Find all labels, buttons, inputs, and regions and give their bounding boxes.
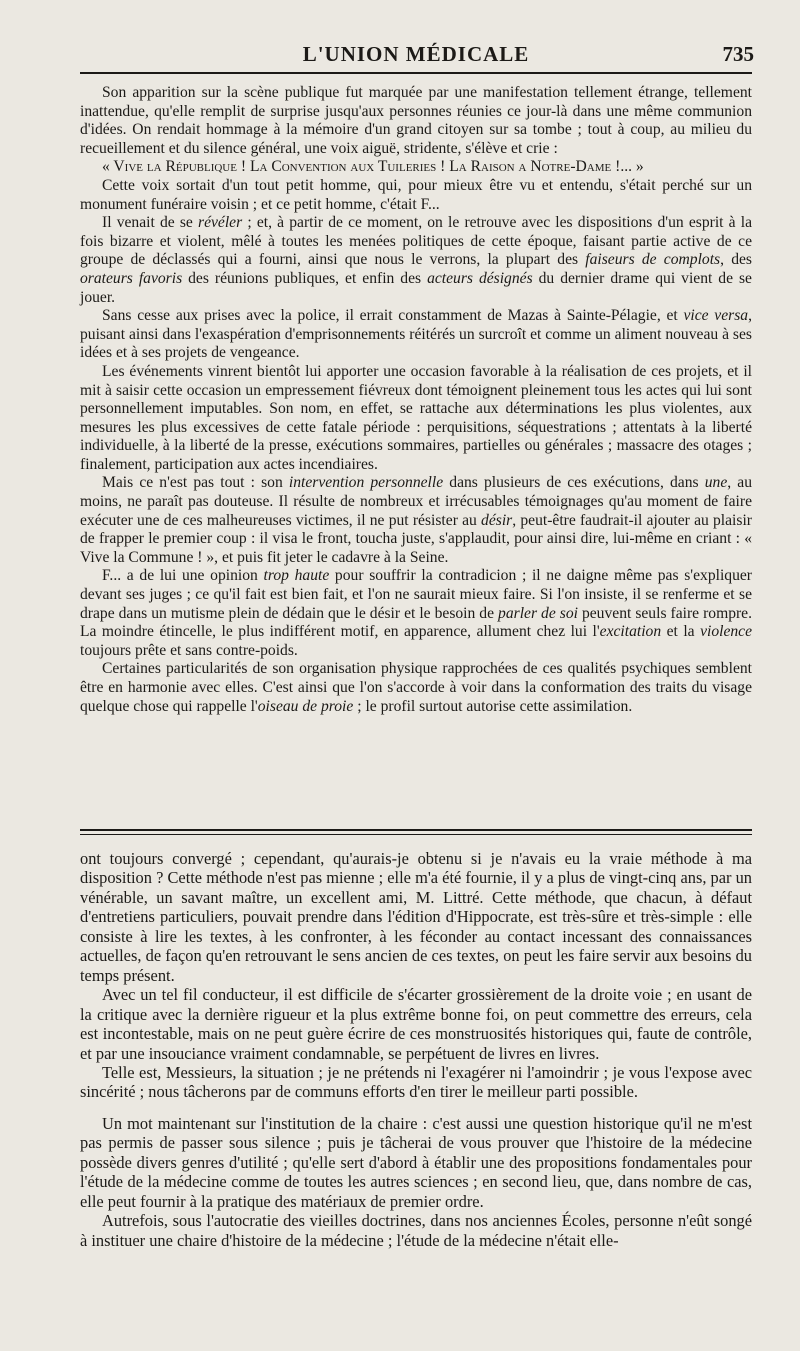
main-article xyxy=(80,849,752,1250)
quoted-cry: « Vive la République ! La Convention aux Tuileries ! La Raison a Notre-Dame !... » xyxy=(102,158,644,176)
paragraph: Autrefois, sous l'autocratie des vieilles doctrines, dans nos anciennes Écoles, personne n'eût songé à instituer une chaire d'histoire de la médecine ; l'étude de la médecine n'était elle- xyxy=(80,1211,752,1250)
paragraph: Sans cesse aux prises avec la police, il errait constamment de Mazas à Sainte-Pélagie, et vice versa, puisant ainsi dans l'exaspération d'emprisonnements réitérés un surcroît et comme un aliment nouveau à ses idées et à ses projets de vengeance. xyxy=(80,307,752,362)
page-header xyxy=(78,36,754,68)
paragraph: Il venait de se révéler ; et, à partir de ce moment, on le retrouve avec les dispositions d'un esprit à la fois bizarre et violent, mêlé à toutes les menées politiques de cette époque, faisant partie active de ce groupe de déclassés qui a fourni, ainsi que nous le verrons, la plupart des faiseurs de complots, des orateurs favoris des réunions publiques, et enfin des acteurs désignés du dernier drame qui vient de se jouer. xyxy=(80,214,752,306)
paragraph: Son apparition sur la scène publique fut marquée par une manifestation tellement étrange, tellement inattendue, qu'elle remplit de surprise jusqu'aux personnes réunies ce jour-là dans une même communion d'idées. On rendait hommage à la mémoire d'un grand citoyen sur sa tombe ; tout à coup, au milieu du recueillement et du silence général, une voix aiguë, stridente, s'élève et crie : xyxy=(80,84,752,157)
paragraph: Un mot maintenant sur l'institution de la chaire : c'est aussi une question historique qu'il ne m'est pas permis de passer sous silence ; puis je tâcherai de vous prouver que l'histoire de la médecine possède divers genres d'utilité ; qu'elle sert d'abord à établir une des propositions fondamentales pour l'étude de la médecine comme de toutes les autres sciences ; en second lieu, que, dans nombre de cas, elle peut fournir à la pratique des matériaux de premier ordre. xyxy=(80,1113,752,1211)
paragraph: Les événements vinrent bientôt lui apporter une occasion favorable à la réalisation de ces projets, et il mit à saisir cette occasion un empressement fiévreux dont témoignent pleinement tous les actes qui lui sont personnellement imputables. Son nom, en effet, se rattache aux déterminations les plus violentes, aux mesures les plus excessives de cette fatale période : perquisitions, séquestrations ; attentats à la liberté individuelle, à la liberté de la presse, exécutions sommaires, partielles ou générales ; massacre des otages ; finalement, participation aux actes incendiaires. xyxy=(80,362,752,473)
paragraph: Telle est, Messieurs, la situation ; je ne prétends ni l'exagérer ni l'amoindrir ; je vous l'expose avec sincérité ; nous tâcherons par de communs efforts d'en tirer le meilleur parti possible. xyxy=(80,1062,752,1102)
paragraph: Mais ce n'est pas tout : son intervention personnelle dans plusieurs de ces exécutions, dans une, au moins, ne paraît pas douteuse. Il résulte de nombreux et irrécusables témoignages qu'au moment de faire exécuter une de ces malheureuses victimes, il ne put résister au désir, peut-être faudrait-il ajouter au plaisir de frapper le premier coup : il visa le front, toucha juste, s'applaudit, pour ainsi dire, lui-même en criant : « Vive la Commune ! », et puis fit jeter le cadavre à la Seine. xyxy=(80,474,752,566)
paragraph: F... a de lui une opinion trop haute pour souffrir la contradicion ; il ne daigne même pas s'expliquer devant ses juges ; ce qu'il fait est bien fait, et l'on ne saurait mieux faire. Si l'on insiste, il se renferme et se drape dans un mutisme plein de dédain que le désir et le besoin de parler de soi peuvent seuls faire rompre. La moindre étincelle, le plus indifférent motif, en apparence, allument chez lui l'excitation et la violence toujours prête et sans contre-poids. xyxy=(80,567,753,659)
paragraph: Certaines particularités de son organisation physique rapprochées de ces qualités psychiques semblent être en harmonie avec elles. C'est ainsi que l'on s'accorde à voir dans la conformation des traits du visage quelque chose qui rappelle l'oiseau de proie ; le profil surtout autorise cette assimilation. xyxy=(80,660,752,715)
header-rule xyxy=(80,72,752,74)
running-title: L'UNION MÉDICALE xyxy=(302,42,530,66)
page-number: 735 xyxy=(722,42,754,66)
separator-rule-top xyxy=(80,829,752,831)
feuilleton-article xyxy=(80,84,752,716)
separator-rule-bottom xyxy=(80,834,752,835)
paragraph: Cette voix sortait d'un tout petit homme, qui, pour mieux être vu et entendu, s'était perché sur un monument funéraire voisin ; et ce petit homme, c'était F... xyxy=(80,176,752,213)
paragraph: Avec un tel fil conducteur, il est difficile de s'écarter grossièrement de la droite voie ; en usant de la critique avec la dernière rigueur et la plus extrême bonne foi, on peut commettre des erreurs, cela est incontestable, mais on ne peut guère écrire de ces monstruosités historiques qui, faute de contrôle, et par une insouciance vraiment condamnable, se perpétuent de livres en livres. xyxy=(80,985,752,1063)
paragraph: ont toujours convergé ; cependant, qu'aurais-je obtenu si je n'avais eu la vraie méthode à ma disposition ? Cette méthode n'est pas mienne ; elle m'a été fournie, il y a plus de vingt-cinq ans, par un vénérable, un savant maître, un excellent ami, M. Littré. Cette méthode, que chacun, à défaut d'entretiens particuliers, pouvait prendre dans l'édition d'Hippocrate, est très-sûre et très-simple : elle consiste à lire les textes, à les confronter, à les féconder au contact incessant des connaissances actuelles, de façon qu'en retrouvant le sens ancien de ces textes, on peut les faire servir aux besoins du temps présent. xyxy=(80,849,752,985)
